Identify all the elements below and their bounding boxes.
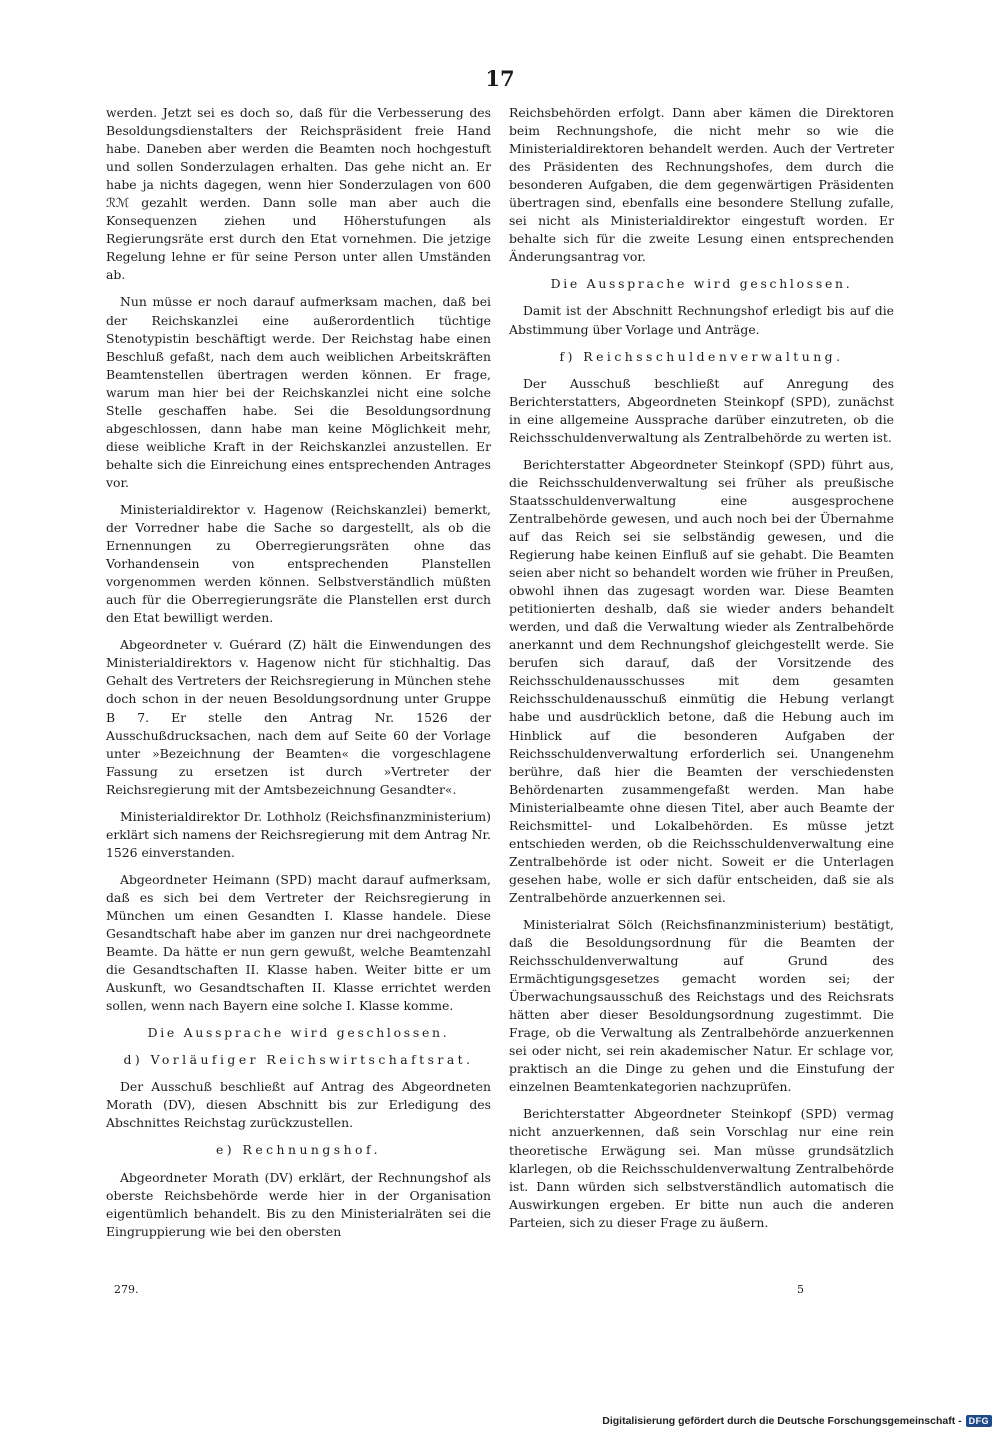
paragraph: Der Ausschuß beschließt auf Antrag des Abgeordneten Morath (DV), diesen Abschnitt bis zur Erledigung des Abschnittes Reichstag zurückzustellen. bbox=[106, 1079, 491, 1131]
attribution-footer bbox=[602, 1415, 992, 1427]
paragraph: Abgeordneter v. Guérard (Z) hält die Einwendungen des Ministerialdirektors v. Hagenow nicht für stichhaltig. Das Gehalt des Vertreters der Reichsregierung in München stehe doch schon in der neuen Besoldungsordnung unter Gruppe B 7. Er stelle den Antrag Nr. 1526 der Ausschußdrucksachen, nach dem auf Seite 60 der Vorlage unter »Bezeichnung der Beamten« die vorgeschlagene Fassung zu ersetzen ist durch »Vertreter der Reichsregierung mit der Amtsbezeichnung Gesandter«. bbox=[106, 637, 491, 797]
paragraph: Berichterstatter Abgeordneter Steinkopf (SPD) führt aus, die Reichsschuldenverwaltung sei früher als preußische Staatsschuldenverwaltung eine ausgesprochene Zentralbehörde gewesen, und auch noch bei der Übernahme auf das Reich sei sie selbständig gewesen, und die Regierung habe keinen Einfluß auf sie gehabt. Die Beamten seien aber nicht so behandelt worden wie früher in Preußen, obwohl ihnen das zugesagt worden war. Diese Beamten petitionierten deshalb, daß sie wieder anders behandelt werden, und daß die Verwaltung wieder als Zentralbehörde anerkannt und dem Rechnungshof gleichgestellt werde. Sie berufen sich darauf, daß der Vorsitzende des Reichsschuldenausschusses mit dem gesamten Reichsschuldenausschuß einmütig die Hebung verlangt habe und ausdrücklich betone, daß die Hebung auch im Hinblick auf die besonderen Aufgaben der Reichsschuldenverwaltung erforderlich sei. Unangenehm berühre, daß hier die Beamten der verschiedensten Behördenarten zusammengefaßt werden. Man habe Ministerialbeamte ohne diesen Titel, aber auch Beamte der Reichsmittel- und Lokalbehörden. Es müsse jetzt entschieden werden, ob die Reichsschuldenverwaltung eine Zentralbehörde ist oder nicht. Soweit er die Unterlagen gesehen habe, wolle er sich dafür entscheiden, daß sie als Zentralbehörde anzuerkennen sei. bbox=[509, 456, 894, 905]
attribution-text: Digitalisierung gefördert durch die Deutsche Forschungsgemeinschaft - bbox=[602, 1415, 962, 1427]
paragraph: Reichsbehörden erfolgt. Dann aber kämen die Direktoren beim Rechnungshofe, die nicht mehr so wie die Ministerialdirektoren behandelt werden. Auch der Vertreter des Präsidenten des Rechnungshofes, dem durch die besonderen Aufgaben, die dem gegenwärtigen Präsidenten übertragen sind, ebenfalls eine besondere Stellung zufalle, sei nicht als Ministerialdirektor eingestuft worden. Er behalte sich für die zweite Lesung einen entsprechenden Änderungsantrag vor. bbox=[509, 105, 894, 265]
paragraph: f) Reichsschuldenverwaltung. bbox=[559, 348, 844, 364]
paragraph: e) Rechnungshof. bbox=[216, 1142, 381, 1158]
paragraph: Nun müsse er noch darauf aufmerksam machen, daß bei der Reichskanzlei eine außerordentlich tüchtige Stenotypistin beschäftigt werde. Der Reichstag habe einen Beschluß gefaßt, nach dem auch weiblichen Arbeitskräften Beamtenstellen übertragen werden können. Er frage, warum man hier bei der Reichskanzlei nicht eine solche Stelle geschaffen habe. Sei die Besoldungsordnung abgeschlossen, dann habe man keine Möglichkeit mehr, diese weibliche Kraft in der Reichskanzlei anzustellen. Er behalte sich die Einreichung eines entsprechenden Antrages vor. bbox=[106, 294, 491, 490]
paragraph: Ministerialrat Sölch (Reichsfinanzministerium) bestätigt, daß die Besoldungsordnung für die Beamten der Reichsschuldenverwaltung auf Grund des Ermächtigungsgesetzes gemacht worden sei; der Überwachungsausschuß des Reichstags und des Reichsrats hätten aber dieser Besoldungsordnung zugestimmt. Die Frage, ob die Verwaltung als Zentralbehörde anzuerkennen sei oder nicht, sei rein akademischer Natur. Er schlage vor, praktisch an die Dinge zu gehen und die Einstufung der einzelnen Beamtenkategorien nachzuprüfen. bbox=[509, 916, 894, 1095]
sheet-number: 5 bbox=[797, 1283, 804, 1296]
paragraph: Ministerialdirektor Dr. Lothholz (Reichsfinanzministerium) erklärt sich namens der Reichsregierung mit dem Antrag Nr. 1526 einverstanden. bbox=[106, 808, 491, 860]
paragraph: Der Ausschuß beschließt auf Anregung des Berichterstatters, Abgeordneten Steinkopf (SPD), zunächst in eine allgemeine Aussprache darüber einzutreten, ob die Reichsschuldenverwaltung als Zentralbehörde zu werten ist. bbox=[509, 375, 894, 445]
paragraph: Die Aussprache wird geschlossen. bbox=[550, 276, 853, 292]
signature-mark: 279. bbox=[114, 1283, 139, 1296]
dfg-logo: DFG bbox=[966, 1415, 992, 1427]
right-column bbox=[509, 104, 894, 1241]
paragraph: Abgeordneter Morath (DV) erklärt, der Rechnungshof als oberste Reichsbehörde werde hier in der Organisation eigentümlich behandelt. Bis zu den Ministerialräten sei die Eingruppierung wie bei den obersten bbox=[106, 1169, 491, 1239]
paragraph: Abgeordneter Heimann (SPD) macht darauf aufmerksam, daß es sich bei dem Vertreter der Reichsregierung in München um einen Gesandten I. Klasse handele. Diese Gesandtschaft habe aber im ganzen nur drei nachgeordnete Beamte. Da hätte er nun gern gewußt, welche Beamtenzahl die Gesandtschaften II. Klasse haben. Weiter bitte er um Auskunft, wo Gesandtschaften II. Klasse errichtet werden sollen, wenn nach Bayern eine solche I. Klasse komme. bbox=[106, 871, 491, 1014]
paragraph: Berichterstatter Abgeordneter Steinkopf (SPD) vermag nicht anzuerkennen, daß sein Vorschlag nur eine rein theoretische Erwägung sei. Man müsse grundsätzlich klarlegen, ob die Reichsschuldenverwaltung Zentralbehörde ist. Dann würden sich selbstverständlich automatisch die Auswirkungen ergeben. Er bitte nun auch die anderen Parteien, sich zu dieser Frage zu äußern. bbox=[509, 1106, 894, 1230]
paragraph: d) Vorläufiger Reichswirtschaftsrat. bbox=[123, 1052, 474, 1068]
paragraph: Damit ist der Abschnitt Rechnungshof erledigt bis auf die Abstimmung über Vorlage und Anträge. bbox=[509, 303, 894, 337]
paragraph: Die Aussprache wird geschlossen. bbox=[147, 1025, 450, 1041]
left-column bbox=[106, 104, 491, 1250]
paragraph: Ministerialdirektor v. Hagenow (Reichskanzlei) bemerkt, der Vorredner habe die Sache so dargestellt, als ob die Ernennungen zu Oberregierungsräten ohne das Vorhandensein von entsprechenden Planstellen vorgenommen werden können. Selbstverständlich müßten auch für die Oberregierungsräte die Planstellen erst durch den Etat bewilligt werden. bbox=[106, 501, 491, 626]
page-number: 17 bbox=[485, 66, 515, 91]
paragraph: werden. Jetzt sei es doch so, daß für die Verbesserung des Besoldungsdienstalters der Reichspräsident freie Hand habe. Daneben aber werden die Beamten noch hochgestuft und sollen Sonderzulagen erhalten. Das gehe nicht an. Er habe ja nichts dagegen, wenn hier Sonderzulagen von 600 ℛℳ gezahlt werden. Dann solle man aber auch die Konsequenzen ziehen und Höherstufungen als Regierungsräte erst durch den Etat vornehmen. Die jetzige Regelung lehne er für seine Person unter allen Umständen ab. bbox=[106, 105, 491, 283]
